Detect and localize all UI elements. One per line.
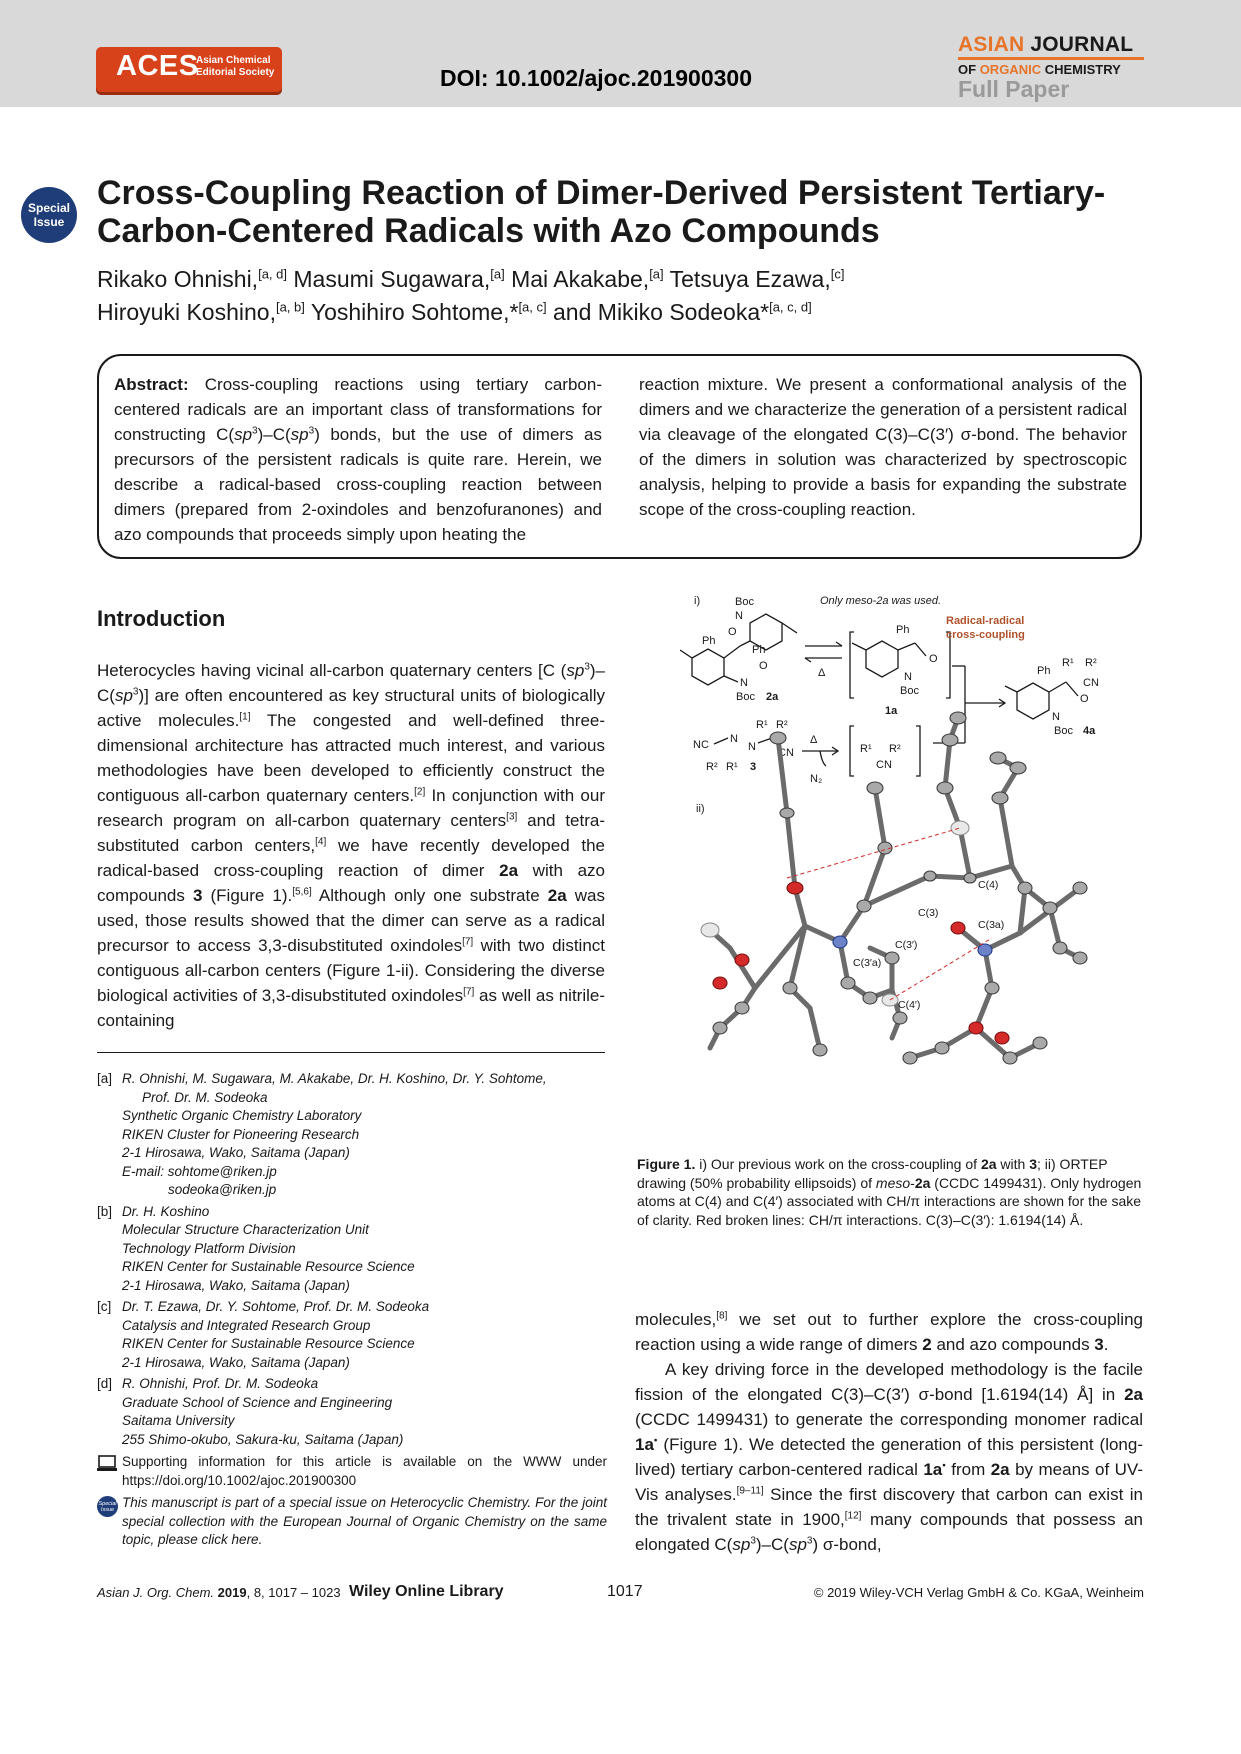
svg-text:Ph: Ph [896,624,910,636]
svg-text:C(3′a): C(3′a) [853,957,882,969]
svg-text:R²: R² [706,761,718,773]
aces-logo-text: ACES [116,50,199,82]
svg-text:CN: CN [876,759,892,771]
affiliation-c: [c] Dr. T. Ezawa, Dr. Y. Sohtome, Prof. Dr. M. Sodeoka Catalysis and Integrated Research Group RIKEN Center for Sustainable Resource Science 2-1 Hirosawa, Wako, Saitama (Japan) [97,1299,430,1370]
svg-text:C(4′): C(4′) [898,999,921,1011]
svg-text:R¹: R¹ [860,743,872,755]
svg-text:Boc: Boc [735,596,754,608]
article-title: Cross-Coupling Reaction of Dimer-Derived Persistent Tertiary- Carbon-Centered Radicals with Azo Compounds [97,174,1106,250]
svg-text:Issue: Issue [100,1507,115,1513]
svg-text:R¹: R¹ [726,761,738,773]
svg-text:O: O [929,653,938,665]
svg-text:NC: NC [693,739,709,751]
abstract-left: Abstract: Cross-coupling reactions using tertiary carbon-centered radicals are an important class of transformations for constructing $C(sp^3)-C(sp^3)$ bonds, but the use of dimers as precursors of the persistent radicals is quite rare. Herein, we describe a radical-based cross-coupling reaction between dimers (prepared from 2-oxindoles and benzofuranones) and azo compounds that proceeds simply upon heating the [114,375,602,544]
article-type: Full Paper [958,76,1070,102]
introduction-text: Heterocycles having vicinal all-carbon quaternary centers [C $(sp^3)-C(sp^3)$] are often encountered as key structural units of biologically active molecules.[1] The congested and well-defined three-dimensional architecture has attracted much interest, and various methodologies have been developed to efficiently construct the contiguous all-carbon quaternary centers.[2] In conjunction with our research program on all-carbon quaternary centers[3] and tetra-substituted carbon centers,[4] we have recently developed the radical-based cross-coupling reaction of dimer 2a with azo compounds 3 (Figure 1).[5,6] Although only one substrate 2a was used, those results showed that the dimer can serve as a radical precursor to access 3,3-disubstituted oxindoles[7] with two distinct contiguous all-carbon centers (Figure 1-ii). Considering the diverse biological activities of 3,3-disubstituted oxindoles[7] as well as nitrile-containing [97,661,606,1030]
svg-text:C(4): C(4) [978,879,999,891]
figure-1 [680,588,1150,1144]
svg-text:N: N [904,671,912,683]
svg-text:4a: 4a [1083,725,1096,737]
svg-text:Δ: Δ [818,667,826,679]
email-link[interactable]: E-mail: sohtome@riken.jp [122,1163,277,1179]
svg-text:cross-coupling: cross-coupling [946,629,1025,641]
svg-text:N₂: N₂ [810,773,823,785]
journal-subtitle: OF ORGANIC CHEMISTRY [958,62,1121,77]
svg-text:O: O [728,626,737,638]
laptop-icon [97,1455,117,1478]
special-issue-icon [97,1496,118,1523]
svg-text:Special: Special [98,1501,117,1507]
affiliations [97,1070,607,1550]
svg-text:Boc: Boc [900,685,919,697]
svg-text:R²: R² [889,743,901,755]
svg-text:2a: 2a [766,691,779,703]
svg-text:N: N [730,733,738,745]
supporting-info-note[interactable]: Supporting information for this article is available on the WWW under https://doi.org/10.1002/ajoc.201900300 [97,1453,607,1490]
svg-text:i): i) [694,595,701,607]
copyright: © 2019 Wiley-VCH Verlag GmbH & Co. KGaA, Weinheim [813,1585,1144,1600]
svg-text:R²: R² [1085,657,1097,669]
abstract-box [97,354,1142,559]
svg-text:3: 3 [750,761,757,773]
svg-text:Δ: Δ [810,734,818,746]
special-issue-note[interactable]: Special Issue This manuscript is part of a special issue on Heterocyclic Chemistry. For the joint special collection with the European Journal of Organic Chemistry on the same topic, please click here. [98,1495,607,1547]
svg-text:R²: R² [776,719,788,731]
affiliation-d: [d] R. Ohnishi, Prof. Dr. M. Sodeoka Graduate School of Science and Engineering Saitama University 255 Shimo-okubo, Sakura-ku, Saitama (Japan) [97,1376,404,1447]
section-heading-introduction: Introduction [97,606,226,631]
svg-text:Radical-radical: Radical-radical [946,615,1025,627]
page-number: 1017 [607,1583,643,1600]
svg-text:CN: CN [778,747,794,759]
svg-text:Boc: Boc [736,691,755,703]
svg-text:Ph: Ph [702,635,716,647]
svg-text:CN: CN [1083,677,1099,689]
footnote-divider [97,1052,605,1053]
svg-text:Ph: Ph [752,644,766,656]
svg-text:C(3): C(3) [918,907,939,919]
svg-text:O: O [759,660,768,672]
svg-text:C(3′): C(3′) [895,939,918,951]
figure-caption: Figure 1. i) Our previous work on the cross-coupling of 2a with 3; ii) ORTEP drawing (50% probability ellipsoids) of meso-2a (CCDC 1499431). Only hydrogen atoms at C(4) and C(4′) associated with CH/π interactions are shown for the sake of clarity. Red broken lines: CH/π interactions. C(3)–C(3′): 1.6194(14) Å. [637,1156,1142,1228]
author-list: Rikako Ohnishi,[a, d] Masumi Sugawara,[a] Mai Akakabe,[a] Tetsuya Ezawa,[c] Hiroyuki Koshino,[a, b] Yoshihiro Sohtome,*[a, c] and Mikiko Sodeoka*[a, c, d] [97,266,845,325]
page-header [0,0,1241,107]
aces-logo-subtitle: Asian Chemical Editorial Society [196,55,275,78]
special-issue-badge[interactable]: Special Issue [21,187,77,243]
svg-text:R¹: R¹ [756,719,768,731]
email-link-2[interactable]: sodeoka@riken.jp [168,1182,277,1197]
wiley-online-library-link[interactable]: Wiley Online Library [349,1583,504,1600]
abstract-right: reaction mixture. We present a conformational analysis of the dimers and we characterize the generation of a persistent radical via cleavage of the elongated C(3)–C(3′) σ-bond. The behavior of the dimers in solution was characterized by spectroscopic analysis, helping to provide a basis for expanding the substrate scope of the cross-coupling reaction. [639,375,1127,519]
svg-text:1a: 1a [885,705,898,717]
svg-text:N: N [1052,711,1060,723]
svg-text:N: N [740,677,748,689]
svg-text:Ph: Ph [1037,665,1051,677]
svg-text:Only meso-2a was used.: Only meso-2a was used. [820,595,942,607]
aces-logo[interactable] [96,47,282,92]
journal-name: ASIAN JOURNAL [958,33,1134,56]
affiliation-a: [a] R. Ohnishi, M. Sugawara, M. Akakabe, Dr. H. Koshino, Dr. Y. Sohtome, Prof. Dr. M. Sodeoka Synthetic Organic Chemistry Laboratory RIKEN Cluster for Pioneering Research 2-1 Hirosawa, Wako, Saitama (Japan) E-mail: sohtome@riken.jp sodeoka@riken.jp [97,1070,607,1200]
svg-text:Boc: Boc [1054,725,1073,737]
svg-text:ii): ii) [696,803,705,815]
doi[interactable]: DOI: 10.1002/ajoc.201900300 [440,65,753,91]
citation: Asian J. Org. Chem. 2019, 8, 1017 – 1023 [97,1585,341,1600]
figure-part-i [680,595,1099,785]
svg-text:N: N [735,610,743,622]
svg-text:C(3a): C(3a) [978,919,1005,931]
body-text-right: molecules,[8] we set out to further explore the cross-coupling reaction using a wide range of dimers 2 and azo compounds 3. A key driving force in the developed methodology is the facile fission of the elongated C(3)–C(3′) σ-bond [1.6194(14) Å] in 2a (CCDC 1499431) to generate the corresponding monomer radical 1a• (Figure 1). We detected the generation of this persistent (long-lived) tertiary carbon-centered radical 1a• from 2a by means of UV-Vis analyses.[9–11] Since the first discovery that carbon can exist in the trivalent state in 1900,[12] many compounds that possess an elongated $C(sp^3)-C(sp^3)$ σ-bond, [635,1310,1144,1554]
affiliation-b: [b] Dr. H. Koshino Molecular Structure Characterization Unit Technology Platform Division RIKEN Center for Sustainable Resource Science 2-1 Hirosawa, Wako, Saitama (Japan) [97,1203,415,1293]
svg-text:R¹: R¹ [1062,657,1074,669]
journal-rule [958,57,1144,60]
svg-text:N: N [748,741,756,753]
svg-text:O: O [1080,693,1089,705]
